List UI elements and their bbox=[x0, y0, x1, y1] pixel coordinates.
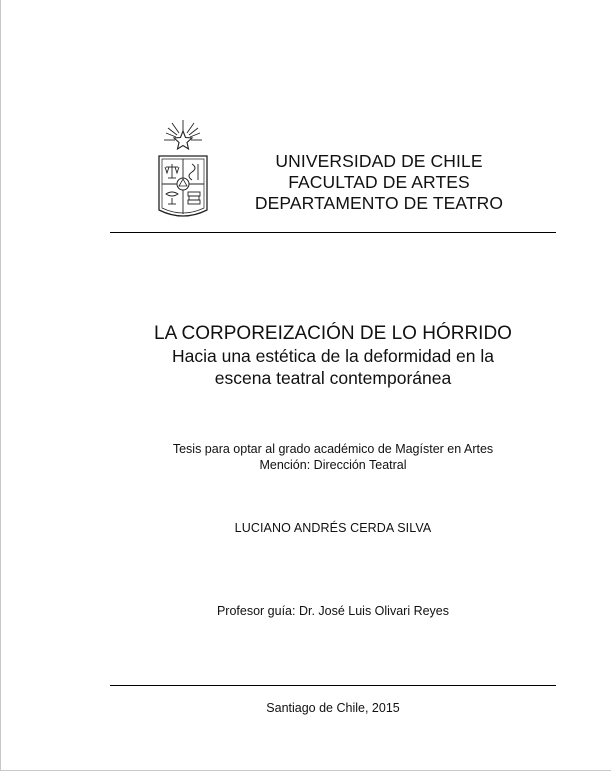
subtitle-line-2: escena teatral contemporánea bbox=[214, 368, 452, 388]
university-crest-icon bbox=[154, 118, 212, 222]
thesis-subtitle bbox=[110, 345, 556, 389]
degree-line: Tesis para optar al grado académico de Magíster en Artes bbox=[172, 442, 494, 456]
bottom-divider bbox=[110, 685, 556, 686]
degree-info bbox=[110, 441, 556, 473]
university-name: UNIVERSIDAD DE CHILE bbox=[275, 151, 483, 171]
advisor-line: Profesor guía: Dr. José Luis Olivari Reyes bbox=[216, 604, 450, 618]
top-divider bbox=[110, 232, 556, 233]
mention-line: Mención: Dirección Teatral bbox=[259, 458, 407, 472]
institution-header bbox=[221, 151, 537, 214]
author-name: LUCIANO ANDRÉS CERDA SILVA bbox=[234, 521, 432, 535]
thesis-title: LA CORPOREIZACIÓN DE LO HÓRRIDO bbox=[154, 323, 512, 344]
subtitle-line-1: Hacia una estética de la deformidad en la bbox=[171, 346, 494, 366]
faculty-name: FACULTAD DE ARTES bbox=[288, 172, 470, 192]
department-name: DEPARTAMENTO DE TEATRO bbox=[254, 193, 504, 213]
place-date: Santiago de Chile, 2015 bbox=[266, 701, 400, 715]
